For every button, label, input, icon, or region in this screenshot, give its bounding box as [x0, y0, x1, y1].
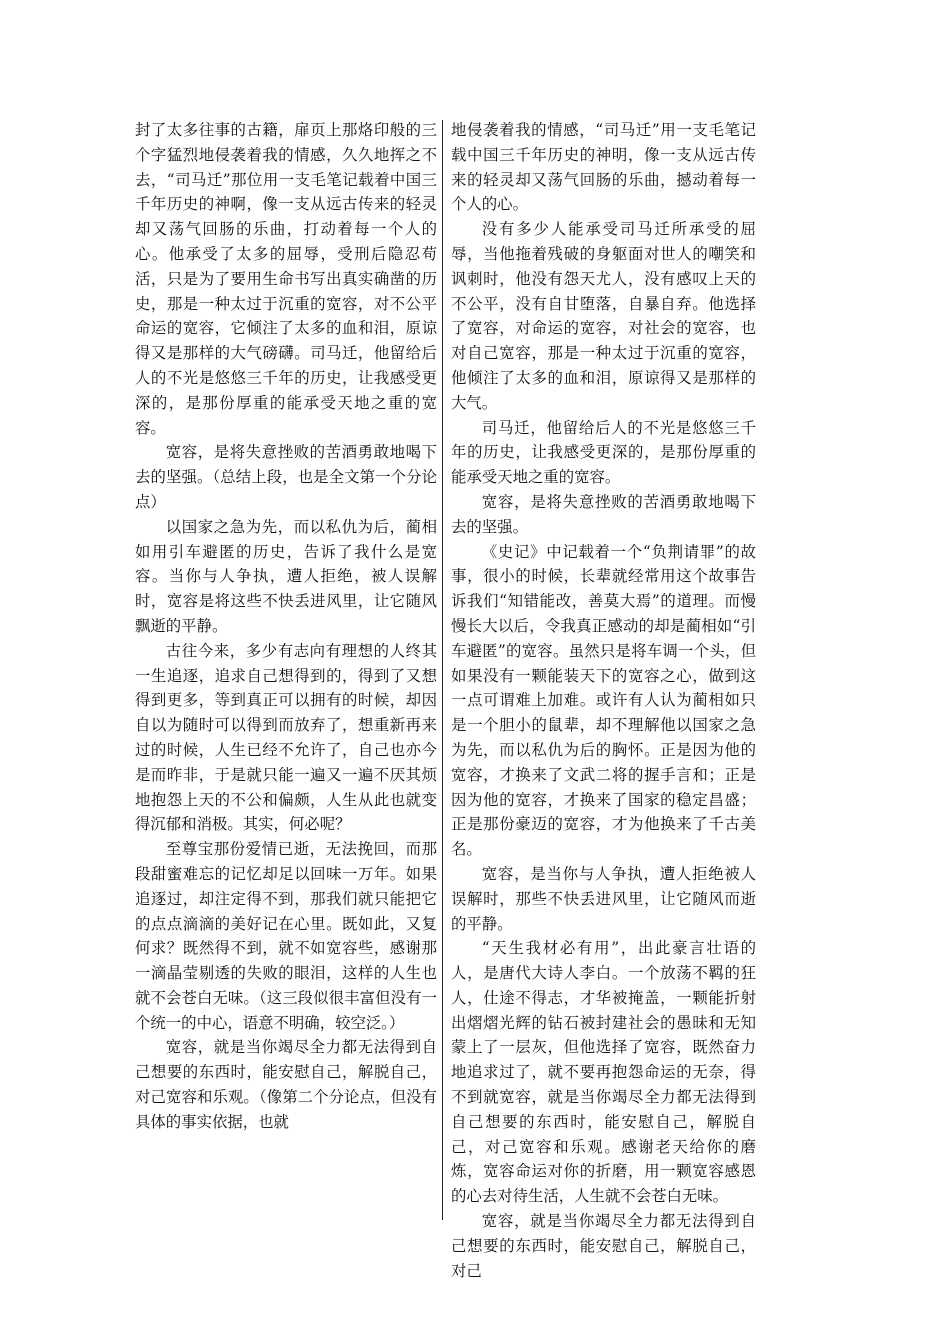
paragraph: 宽容，就是当你竭尽全力都无法得到自己想要的东西时，能安慰自己，解脱自己，对己宽容和乐观。（像第二个分论点，但没有具体的事实依据，也就	[135, 1038, 437, 1131]
paragraph: 封了太多往事的古籍，扉页上那烙印般的三个字猛烈地侵袭着我的情感，久久地挥之不去，“司马迁”那位用一支毛笔记载着中国三千年历史的神啊，像一支从远古传来的轻灵却又荡气回肠的乐曲，打动着每一个人的心。他承受了太多的屈辱，受刑后隐忍苟活，只是为了要用生命书写出真实确凿的历史，那是一种太过于沉重的宽容，对不公平命运的宽容，它倾注了太多的血和泪，原谅得又是那样的大气磅礴。司马迁，他留给后人的不光是悠悠三千年的历史，让我感受更深的，是那份厚重的能承受天地之重的宽容。	[135, 121, 437, 437]
paragraph: 《史记》中记载着一个“负荆请罪”的故事，很小的时候，长辈就经常用这个故事告诉我们“知错能改，善莫大焉”的道理。而慢慢长大以后，令我真正感动的却是蔺相如“引车避匿”的宽容。虽然只是将车调一个头，但如果没有一颗能装天下的宽容之心，做到这一点可谓难上加难。或许有人认为蔺相如只是一个胆小的鼠辈，却不理解他以国家之急为先，而以私仇为后的胸怀。正是因为他的宽容，才换来了文武二将的握手言和；正是因为他的宽容，才换来了国家的稳定昌盛；正是那份豪迈的宽容，才为他换来了千古美名。	[451, 542, 756, 859]
paragraph: 地侵袭着我的情感，“司马迁”用一支毛笔记载中国三千年历史的神明，像一支从远古传来的轻灵却又荡气回肠的乐曲，撼动着每一个人的心。	[451, 121, 756, 214]
paragraph: 宽容，是将失意挫败的苦酒勇敢地喝下去的坚强。（总结上段，也是全文第一个分论点）	[135, 443, 437, 511]
right-text-column	[451, 118, 756, 1283]
paragraph: 没有多少人能承受司马迁所承受的屈辱，当他拖着残破的身躯面对世人的嘲笑和讽刺时，他没有怨天尤人，没有感叹上天的不公平，没有自甘堕落，自暴自弃。他选择了宽容，对命运的宽容，对社会的宽容，也对自己宽容，那是一种太过于沉重的宽容，他倾注了太多的血和泪，原谅得又是那样的大气。	[451, 220, 756, 412]
left-text-column	[135, 118, 437, 1135]
column-divider	[442, 120, 443, 1220]
paragraph: 至尊宝那份爱情已逝，无法挽回，而那段甜蜜难忘的记忆却足以回味一万年。如果追逐过，却注定得不到，那我们就只能把它的点点滴滴的美好记在心里。既如此，又复何求？既然得不到，就不如宽容些，感谢那一滴晶莹剔透的失败的眼泪，这样的人生也就不会苍白无味。（这三段似很丰富但没有一个统一的中心，语意不明确，较空泛。）	[135, 840, 437, 1032]
paragraph: 宽容，是将失意挫败的苦酒勇敢地喝下去的坚强。	[451, 492, 756, 536]
paragraph: 以国家之急为先，而以私仇为后，蔺相如用引车避匿的历史，告诉了我什么是宽容。当你与人争执，遭人拒绝，被人误解时，宽容是将这些不快丢进风里，让它随风飘逝的平静。	[135, 517, 437, 635]
paragraph: 宽容，就是当你竭尽全力都无法得到自己想要的东西时，能安慰自己，解脱自己，对己	[451, 1212, 756, 1280]
paragraph: 司马迁，他留给后人的不光是悠悠三千年的历史，让我感受更深的，是那份厚重的能承受天地之重的宽容。	[451, 418, 756, 487]
paragraph: “天生我材必有用”，出此豪言壮语的人，是唐代大诗人李白。一个放荡不羁的狂人，仕途不得志，才华被掩盖，一颗能折射出熠熠光辉的钻石被封建社会的愚昧和无知蒙上了一层灰，但他选择了宽容，既然奋力地追求过了，就不要再抱怨命运的无奈，得不到就宽容，就是当你竭尽全力都无法得到自己想要的东西时，能安慰自己，解脱自己，对己宽容和乐观。感谢老天给你的磨炼，宽容命运对你的折磨，用一颗宽容感恩的心去对待生活，人生就不会苍白无味。	[451, 939, 756, 1206]
paragraph: 宽容，是当你与人争执，遭人拒绝被人误解时，那些不快丢进风里，让它随风而逝的平静。	[451, 864, 756, 933]
paragraph: 古往今来，多少有志向有理想的人终其一生追逐，追求自己想得到的，得到了又想得到更多，等到真正可以拥有的时候，却因自以为随时可以得到而放弃了，想重新再来过的时候，人生已经不允许了，自己也亦今是而昨非，于是就只能一遍又一遍不厌其烦地抱怨上天的不公和偏颇，人生从此也就变得沉郁和消极。其实，何必呢？	[135, 641, 437, 834]
